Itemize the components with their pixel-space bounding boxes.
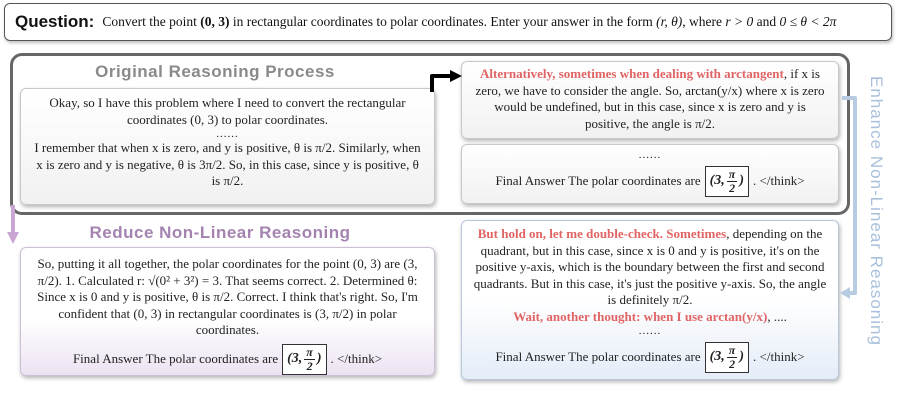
answer-fraction: $\frac{\pi}{2}$ [728,343,736,371]
question-cond2: 0 ≤ θ < 2π [779,14,837,29]
enhance-text-2: Wait, another thought: when I use arctan(y/x), .... [513,308,787,324]
enhance-final-answer: Final Answer The polar coordinates are (3, $\frac{\pi}{2}$ ) . </think> [495,343,805,371]
question-cond1: r > 0 [725,14,754,29]
reduce-heading: Reduce Non-Linear Reasoning [89,223,351,242]
answer-fraction: $\frac{\pi}{2}$ [306,344,313,373]
question-point: (0, 3) [200,14,230,29]
enhance-text: But hold on, let me double-check. Sometimes, depending on the quadrant, but in this case, since x is 0 and y is positive, it's on the positive y-axis, which is the boundary between the first and second quadrants. But in this case, it's just the positive y-axis. So, the angle is definitely π/2. [473,226,827,307]
answer-box: (3, $\frac{\pi}{2}$ ) [705,166,749,197]
enhance-highlight-2: Wait, another thought: when I use arctan(y/x) [513,308,768,324]
original-dots: ...... [216,128,239,140]
question-text: Convert the point (0, 3) in rectangular coordinates to polar coordinates. Enter your answer in the form (r, θ), where r > 0 and 0 ≤ θ < 2π [102,14,837,29]
alternative-highlight: Alternatively, sometimes when dealing with arctangent [480,66,784,81]
question-label: Question: [15,12,95,31]
enhance-vertical-label: Enhance Non-Linear Reasoning [867,76,886,346]
original-para-1: Okay, so I have this problem where I need to convert the rectangular coordinates (0, 3) to polar coordinates. [49,95,406,127]
blue-enhance-arrow [840,98,855,299]
purple-reduce-arrow [7,205,19,244]
final-dots: ...... [638,149,662,161]
question-form: (r, θ) [656,14,683,29]
enhance-highlight-1: But hold on, let me double-check. Sometimes [477,226,727,241]
answer-box: (3, $\frac{\pi}{2}$ ) [705,342,749,373]
answer-fraction: $\frac{\pi}{2}$ [728,167,736,195]
original-final-answer: Final Answer The polar coordinates are (3, $\frac{\pi}{2}$ ) . </think> [495,167,805,195]
reduce-final-answer: Final Answer The polar coordinates are (3, $\frac{\pi}{2}$ ) . </think> [72,344,383,373]
reduce-body: So, putting it all together, the polar coordinates for the point (0, 3) are (3, π/2). 1. Calculated r: √(0² + 3²) = 3. That seems correct. 2. Determined θ: Since x is 0 and y is positive, θ is π/2. Correct. I think that's right. So, I'm confident that (0, 3) in rectangular coordinates is (3, π/2) in polar coordinates. [37,256,418,337]
original-heading: Original Reasoning Process [95,62,335,81]
enhance-dots: ...... [638,325,662,337]
black-branch-arrow [432,70,462,92]
answer-box: (3, $\frac{\pi}{2}$ ) [282,344,326,375]
original-para-2: I remember that when x is zero, and y is positive, θ is π/2. Similarly, when x is zero and y is negative, θ is 3π/2. So, in this case, since y is positive, θ is π/2. [34,140,421,188]
alternative-text: Alternatively, sometimes when dealing with arctangent, if x is zero, we have to consider the angle. So, arctan(y/x) where x is zero would be undefined, but in this case, since x is zero and y is positive, the angle is π/2. [475,66,825,131]
